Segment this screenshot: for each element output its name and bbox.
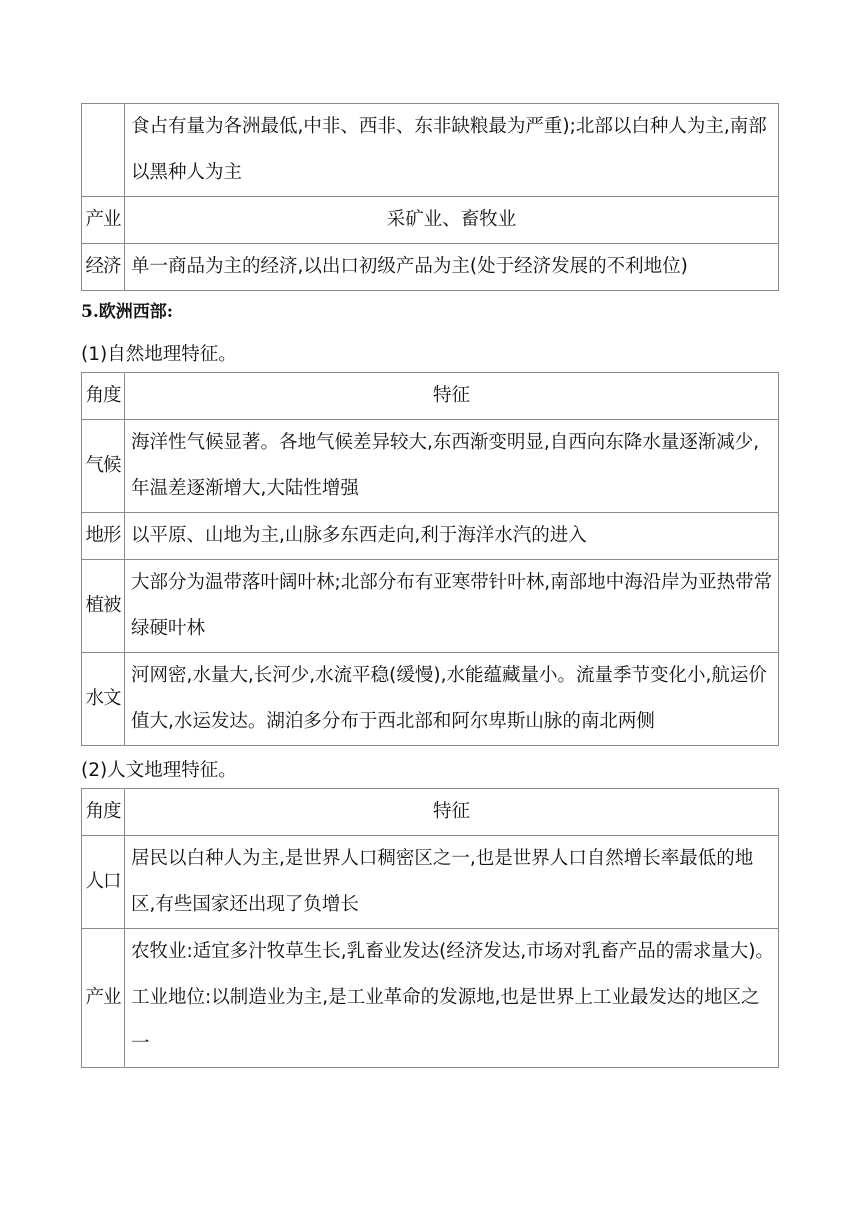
row-label: 气候 [82, 420, 125, 513]
table-row [82, 836, 779, 929]
row-text: 河网密,水量大,长河少,水流平稳(缓慢),水能蕴藏量小。流量季节变化小,航运价值大,水运发达。湖泊多分布于西北部和阿尔卑斯山脉的南北两侧 [125, 653, 779, 746]
natural-features-table [81, 372, 779, 746]
row-text: 居民以白种人为主,是世界人口稠密区之一,也是世界人口自然增长率最低的地区,有些国家还出现了负增长 [125, 836, 779, 929]
table-row [82, 420, 779, 513]
population-text-continued: 食占有量为各洲最低,中非、西非、东非缺粮最为严重);北部以白种人为主,南部以黑种人为主 [125, 104, 779, 197]
row-label: 植被 [82, 560, 125, 653]
table-row [82, 560, 779, 653]
row-label: 人口 [82, 836, 125, 929]
section-heading: 5.欧洲西部: [81, 302, 174, 322]
row-label: 产业 [82, 929, 125, 1068]
table-row [82, 244, 779, 291]
row-label: 水文 [82, 653, 125, 746]
table-row [82, 104, 779, 197]
row-label: 经济 [82, 244, 125, 291]
row-text: 大部分为温带落叶阔叶林;北部分布有亚寒带针叶林,南部地中海沿岸为亚热带常绿硬叶林 [125, 560, 779, 653]
table-row [82, 653, 779, 746]
industry-cell [125, 929, 779, 1068]
subsection-heading-natural: (1)自然地理特征。 [81, 344, 237, 365]
row-text: 海洋性气候显著。各地气候差异较大,东西渐变明显,自西向东降水量逐渐减少,年温差逐渐增大,大陆性增强 [125, 420, 779, 513]
africa-table-continuation [81, 103, 779, 291]
subsection-heading-human: (2)人文地理特征。 [81, 760, 237, 781]
header-text: 特征 [125, 789, 779, 836]
economy-text: 单一商品为主的经济,以出口初级产品为主(处于经济发展的不利地位) [125, 244, 779, 291]
empty-label-cell [82, 104, 125, 197]
document-page [81, 103, 779, 1068]
header-label: 角度 [82, 789, 125, 836]
row-label: 产业 [82, 197, 125, 244]
table-header-row [82, 789, 779, 836]
header-text: 特征 [125, 373, 779, 420]
header-label: 角度 [82, 373, 125, 420]
table-header-row [82, 373, 779, 420]
row-label: 地形 [82, 513, 125, 560]
table-row [82, 197, 779, 244]
industry-status-text: 工业地位:以制造业为主,是工业革命的发源地,也是世界上工业最发达的地区之一 [131, 987, 760, 1054]
row-text: 以平原、山地为主,山脉多东西走向,利于海洋水汽的进入 [125, 513, 779, 560]
human-features-table [81, 788, 779, 1068]
industry-text: 采矿业、畜牧业 [125, 197, 779, 244]
table-row [82, 929, 779, 1068]
table-row [82, 513, 779, 560]
agriculture-text: 农牧业:适宜多汁牧草生长,乳畜业发达(经济发达,市场对乳畜产品的需求量大)。 [131, 941, 774, 962]
